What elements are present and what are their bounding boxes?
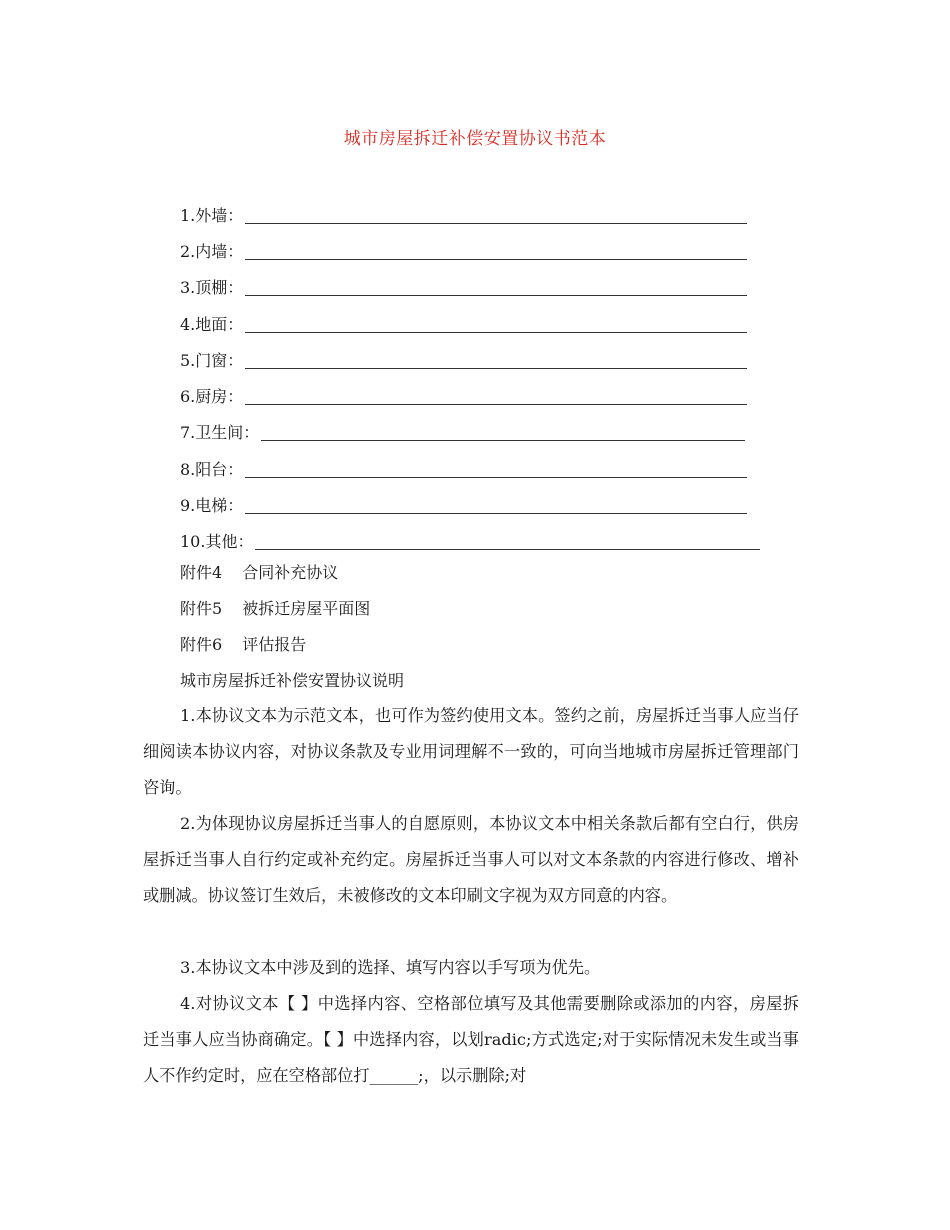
paragraph: 1.本协议文本为示范文本，也可作为签约使用文本。签约之前，房屋拆迁当事人应当仔细阅读本协议内容，对协议条款及专业用词理解不一致的，可向当地城市房屋拆迁管理部门咨询。 [143, 706, 799, 797]
field-row [180, 486, 760, 522]
field-row [180, 196, 760, 232]
field-row [180, 305, 760, 341]
attachment-item [180, 632, 306, 655]
blank-line [245, 241, 747, 260]
field-label: 1.外墙： [180, 205, 244, 225]
blank-line [245, 386, 747, 405]
blank-line [245, 495, 747, 514]
field-label: 6.厨房： [180, 387, 244, 407]
field-row [180, 450, 760, 486]
blank-line [255, 531, 760, 550]
field-row [180, 377, 760, 413]
field-label: 9.电梯： [180, 496, 244, 516]
field-row [180, 232, 760, 268]
attachment-number: 附件6 [180, 635, 223, 654]
blank-line [245, 314, 747, 333]
paragraph: 3.本协议文本中涉及到的选择、填写内容以手写项为优先。 [180, 958, 601, 977]
field-label: 10.其他： [180, 532, 254, 552]
field-list [180, 196, 760, 559]
attachment-name: 评估报告 [242, 635, 307, 654]
field-label: 7.卫生间： [180, 423, 260, 443]
field-row [180, 341, 760, 377]
blank-line [245, 205, 747, 224]
attachment-name: 被拆迁房屋平面图 [242, 599, 371, 618]
field-label: 5.门窗： [180, 350, 244, 370]
field-label: 8.阳台： [180, 459, 244, 479]
attachment-name: 合同补充协议 [242, 563, 339, 582]
document-title: 城市房屋拆迁补偿安置协议书范本 [343, 129, 607, 149]
section-title: 城市房屋拆迁补偿安置协议说明 [180, 671, 405, 690]
blank-line [245, 459, 747, 478]
attachment-number: 附件4 [180, 563, 223, 582]
field-row [180, 269, 760, 305]
blank-line [261, 422, 745, 441]
attachment-item [180, 596, 370, 619]
field-label: 4.地面： [180, 314, 244, 334]
attachment-number: 附件5 [180, 599, 223, 618]
attachment-item [180, 560, 338, 583]
field-label: 3.顶棚： [180, 278, 244, 298]
paragraph: 4.对协议文本【 】中选择内容、空格部位填写及其他需要删除或添加的内容，房屋拆迁当事人应当协商确定。【 】中选择内容，以划radic;方式选定;对于实际情况未发生或当事人不作约定时，应在空格部位打______;，以示删除;对 [143, 994, 799, 1085]
field-row [180, 523, 760, 559]
blank-line [245, 277, 747, 296]
field-label: 2.内墙： [180, 241, 244, 261]
field-row [180, 414, 760, 450]
paragraph: 2.为体现协议房屋拆迁当事人的自愿原则，本协议文本中相关条款后都有空白行，供房屋拆迁当事人自行约定或补充约定。房屋拆迁当事人可以对文本条款的内容进行修改、增补或删减。协议签订生效后，未被修改的文本印刷文字视为双方同意的内容。 [143, 814, 799, 905]
blank-line [245, 350, 747, 369]
